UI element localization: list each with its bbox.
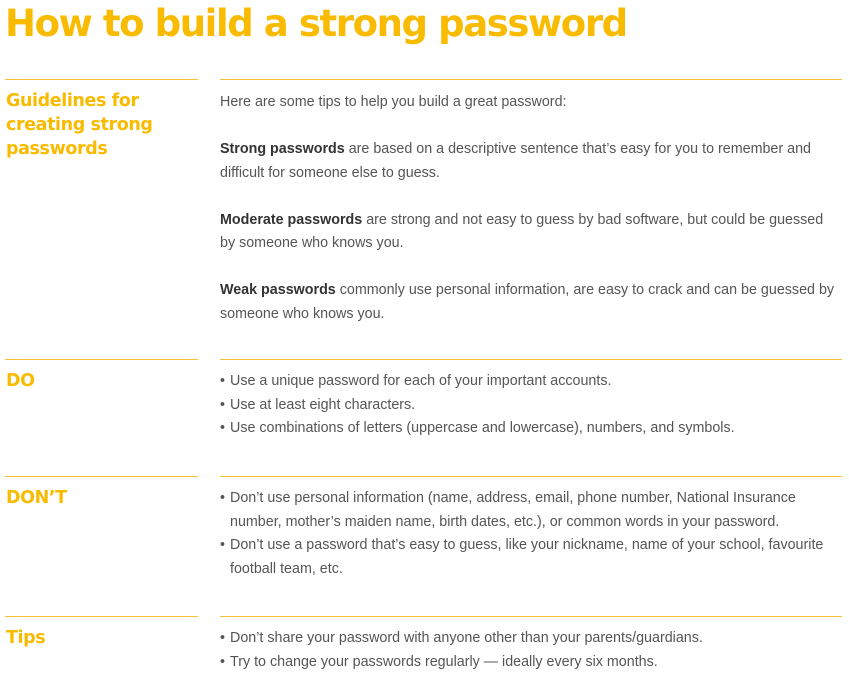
list-item: [220, 394, 840, 418]
list-item: [220, 651, 840, 675]
section-heading-dont: DON’T: [6, 488, 67, 508]
section-body-dont: [220, 487, 840, 581]
guideline-text: are based on a descriptive sentence that’s easy for you to remember and difficult for someone else to guess.: [220, 141, 811, 181]
bullet-icon: •: [220, 373, 226, 389]
page-title: How to build a strong password: [5, 2, 627, 45]
guideline-term: Strong passwords: [220, 141, 345, 157]
section-divider-left: [5, 359, 198, 360]
section-divider-right: [220, 359, 842, 360]
section-divider-left: [5, 616, 198, 617]
list-item-text: Don’t use personal information (name, address, email, phone number, National Insurance number, mother’s maiden name, birth dates, etc.), or common words in your password.: [230, 490, 796, 530]
section-body-tips: [220, 627, 840, 674]
bullet-icon: •: [220, 630, 226, 646]
section-body-do: [220, 370, 840, 441]
list-item-text: Don’t share your password with anyone other than your parents/guardians.: [230, 630, 703, 646]
list-item: [220, 370, 840, 394]
list-item-text: Use a unique password for each of your important accounts.: [230, 373, 612, 389]
list-item: [220, 487, 840, 534]
guidelines-intro: Here are some tips to help you build a great password:: [220, 94, 567, 110]
section-body-guidelines: [220, 91, 840, 326]
do-list: [220, 370, 840, 441]
list-item-text: Try to change your passwords regularly — ideally every six months.: [230, 653, 658, 670]
guideline-strong: [220, 138, 840, 185]
section-divider-right: [220, 616, 842, 617]
bullet-icon: •: [220, 537, 226, 553]
dont-list: [220, 487, 840, 581]
bullet-icon: •: [220, 653, 226, 670]
guideline-moderate: [220, 209, 840, 256]
list-item-text: Use at least eight characters.: [230, 396, 416, 413]
section-heading-tips: Tips: [6, 628, 46, 648]
guideline-text: are strong and not easy to guess by bad software, but could be guessed by someone who knows you.: [220, 211, 824, 251]
list-item-text: Use combinations of letters (uppercase and lowercase), numbers, and symbols.: [230, 420, 735, 436]
section-divider-left: [5, 79, 198, 80]
guideline-term: Weak passwords: [220, 282, 336, 298]
section-divider-left: [5, 476, 198, 477]
section-heading-do: DO: [6, 371, 35, 391]
tips-list: [220, 627, 840, 674]
guideline-term: Moderate passwords: [220, 211, 363, 228]
section-divider-right: [220, 476, 842, 477]
list-item: [220, 627, 840, 651]
bullet-icon: •: [220, 420, 226, 436]
section-divider-right: [220, 79, 842, 80]
bullet-icon: •: [220, 490, 226, 506]
section-heading-guidelines: Guidelines for creating strong passwords: [6, 91, 153, 159]
bullet-icon: •: [220, 396, 226, 413]
list-item: [220, 417, 840, 441]
guideline-weak: [220, 279, 840, 326]
list-item-text: Don’t use a password that’s easy to guess, like your nickname, name of your school, favourite football team, etc.: [230, 537, 824, 577]
list-item: [220, 534, 840, 581]
guideline-text: commonly use personal information, are easy to crack and can be guessed by someone who knows you.: [220, 282, 835, 322]
